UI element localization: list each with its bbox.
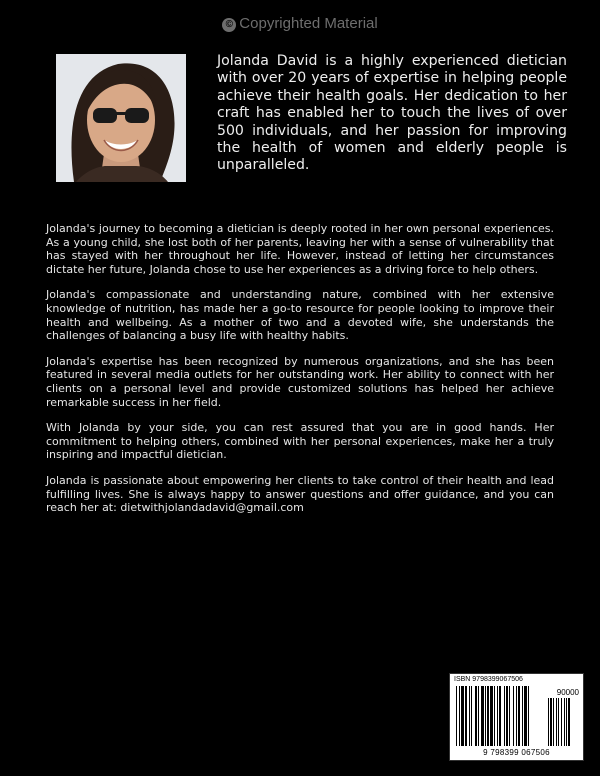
barcode-bar <box>561 698 562 746</box>
paragraph: With Jolanda by your side, you can rest assured that you are in good hands. Her commitment to helping others, combined with her personal experiences, make her a truly inspiring and impactful dietician. <box>46 421 554 462</box>
barcode-bar <box>497 686 498 746</box>
barcode-bar <box>558 698 559 746</box>
paragraph: Jolanda is passionate about empowering her clients to take control of their health and lead fulfilling lives. She is always happy to answer questions and offer guidance, and you can reach her at: dietwithjolandadavid@gmail.com <box>46 473 554 515</box>
copyright-icon: © <box>222 18 236 32</box>
isbn-digits: 9 798399 067506 <box>483 748 550 757</box>
paragraph: Jolanda's compassionate and understanding nature, combined with her extensive knowledge of nutrition, has made her a go-to resource for people looking to improve their health and wellbeing. As a mother of two and a devoted wife, she understands the challenges of balancing a busy life with healthy habits. <box>46 288 554 343</box>
barcode-bar <box>522 686 523 746</box>
barcode-bar <box>459 686 460 746</box>
barcode-bar <box>518 686 520 746</box>
barcode-bar <box>478 686 479 746</box>
barcode-bar <box>550 698 552 746</box>
barcode-bar <box>513 686 514 746</box>
barcode-bar <box>499 686 501 746</box>
barcode-bar <box>469 686 470 746</box>
paragraph: Jolanda's journey to becoming a dietician is deeply rooted in her own personal experiences. As a young child, she lost both of her parents, leaving her with a sense of vulnerability that has stayed with her throughout her life. However, instead of letting her circumstances dictate her future, Jolanda chose to use her experiences as a driving force to help others. <box>46 222 554 276</box>
barcode-bar <box>553 698 554 746</box>
author-photo <box>56 54 186 182</box>
barcode-bar <box>461 686 464 746</box>
barcode-bar <box>564 698 565 746</box>
barcode-bars <box>454 686 579 748</box>
copyright-watermark <box>0 15 600 32</box>
barcode-bar <box>475 686 477 746</box>
barcode-bar <box>524 686 527 746</box>
barcode-bar <box>471 686 472 746</box>
about-body <box>46 222 554 527</box>
barcode-bar <box>556 698 557 746</box>
barcode-bar <box>566 698 567 746</box>
barcode-bar <box>528 686 529 746</box>
barcode-bar <box>509 686 510 746</box>
isbn-label: ISBN 9798399067506 <box>454 676 523 683</box>
barcode-bar <box>481 686 484 746</box>
paragraph: Jolanda's expertise has been recognized by numerous organizations, and she has been featured in several media outlets for her outstanding work. Her ability to connect with her clients on a personal level and provide customized solutions has helped her achieve remarkable success in her field. <box>46 354 554 409</box>
isbn-barcode <box>449 673 584 761</box>
barcode-bar <box>568 698 570 746</box>
barcode-bar <box>516 686 517 746</box>
author-bio: Jolanda David is a highly experienced dietician with over 20 years of expertise in helping people achieve their health goals. Her dedication to her craft has enabled her to touch the lives of over 500 individuals, and her passion for improving the health of women and elderly people is unparalleled. <box>217 53 567 174</box>
price-code: 90000 <box>556 688 579 697</box>
barcode-bar <box>456 686 457 746</box>
barcode-bar <box>487 686 489 746</box>
barcode-bar <box>548 698 549 746</box>
barcode-bar <box>485 686 486 746</box>
barcode-bar <box>490 686 493 746</box>
barcode-bar <box>504 686 505 746</box>
watermark-text: Copyrighted Material <box>239 15 378 32</box>
barcode-bar <box>465 686 467 746</box>
barcode-bar <box>506 686 508 746</box>
barcode-bar <box>494 686 495 746</box>
